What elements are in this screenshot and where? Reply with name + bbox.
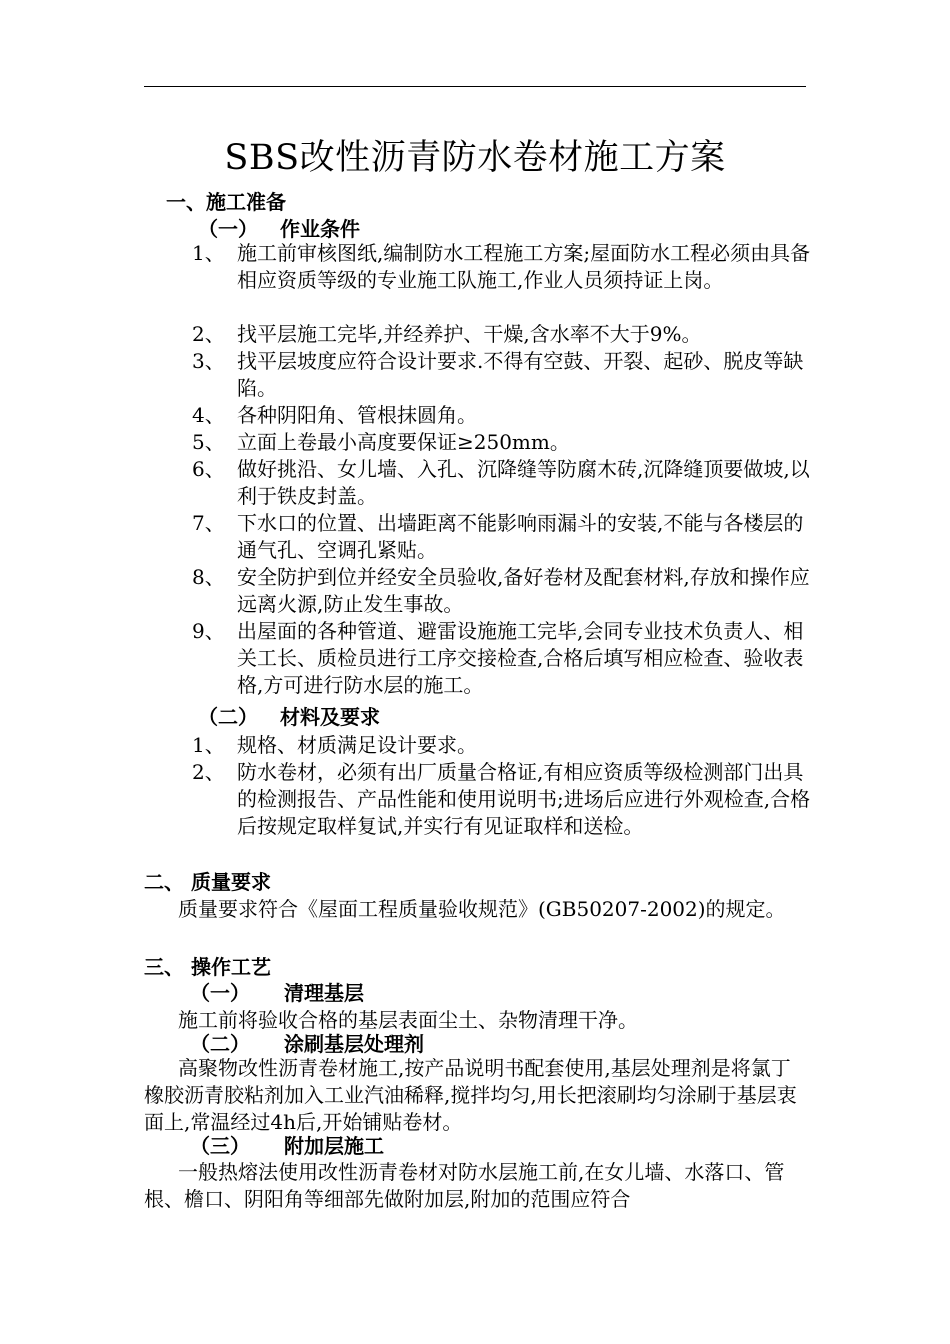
subsection-number: （二） [198,705,258,729]
list-item-number: 1、 [192,241,225,265]
section-3-2-paragraph: 高聚物改性沥青卷材施工,按产品说明书配套使用,基层处理剂是将氯丁橡胶沥青胶粘剂加入工业汽油稀释,搅拌均匀,用长把滚刷均匀涂刷于基层衷面上,常温经过4h后,开始铺贴卷材。 [144,1056,797,1134]
subsection-heading-1-2 [198,704,380,731]
list-item [192,240,817,294]
list-item-number: 7、 [192,511,225,535]
list-item-text: 各种阴阳角、管根抹圆角。 [237,403,477,427]
subsection-label: 作业条件 [280,217,360,241]
list-item-text: 安全防护到位并经安全员验收,备好卷材及配套材料,存放和操作应远离火源,防止发生事故。 [237,565,810,616]
section-heading-3: 三、 操作工艺 [144,955,271,979]
subsection-heading-1-1 [198,216,360,243]
list-item-number: 2、 [192,322,225,346]
section-3-1-paragraph: 施工前将验收合格的基层表面尘土、杂物清理干净。 [178,1008,638,1032]
subsection-heading-3-2 [190,1031,424,1058]
subsection-number: （一） [198,217,258,241]
list-item-text: 立面上卷最小高度要保证≥250mm。 [237,430,570,454]
list-item-number: 2、 [192,760,225,784]
document-title: SBS改性沥青防水卷材施工方案 [224,138,726,178]
section-heading-2: 二、 质量要求 [144,870,271,894]
list-item-text: 找平层施工完毕,并经养护、干燥,含水率不大于9%。 [237,322,702,346]
subsection-heading-3-3 [190,1133,384,1160]
list-item-number: 3、 [192,349,225,373]
list-item [192,564,817,618]
list-item [192,348,817,402]
subsection-label: 附加层施工 [284,1134,384,1158]
list-item-text: 找平层坡度应符合设计要求.不得有空鼓、开裂、起砂、脱皮等缺陷。 [237,349,804,400]
subsection-number: （二） [190,1032,250,1056]
subsection-number: （一） [190,981,250,1005]
list-item [192,618,817,699]
list-item-text: 下水口的位置、出墙距离不能影响雨漏斗的安装,不能与各楼层的通气孔、空调孔紧贴。 [237,511,804,562]
subsection-label: 材料及要求 [280,705,380,729]
subsection-number: （三） [190,1134,250,1158]
list-item-text: 做好挑沿、女儿墙、入孔、沉降缝等防腐木砖,沉降缝顶要做坡,以利于铁皮封盖。 [237,457,810,508]
list-item [192,759,817,840]
list-item [192,510,817,564]
list-item-text: 出屋面的各种管道、避雷设施施工完毕,会同专业技术负责人、相关工长、质检员进行工序交接检查,合格后填写相应检查、验收表格,方可进行防水层的施工。 [237,619,804,697]
section-heading-1: 一、施工准备 [166,190,286,214]
list-item [192,429,817,456]
section-2-paragraph: 质量要求符合《屋面工程质量验收规范》(GB50207-2002)的规定。 [178,897,786,921]
section-3-3-paragraph: 一般热熔法使用改性沥青卷材对防水层施工前,在女儿墙、水落口、管根、檐口、阴阳角等细部先做附加层,附加的范围应符合 [144,1160,785,1211]
list-item [192,321,817,348]
list-item-text: 施工前审核图纸,编制防水工程施工方案;屋面防水工程必须由具备相应资质等级的专业施工队施工,作业人员须持证上岗。 [237,241,811,292]
list-item-number: 5、 [192,430,225,454]
list-item-number: 6、 [192,457,225,481]
list-item-number: 4、 [192,403,225,427]
subsection-heading-3-1 [190,980,364,1007]
list-item-text: 防水卷材，必须有出厂质量合格证,有相应资质等级检测部门出具的检测报告、产品性能和使用说明书;进场后应进行外观检查,合格后按规定取样复试,并实行有见证取样和送检。 [237,760,811,838]
list-item [192,732,817,759]
list-item-number: 1、 [192,733,225,757]
subsection-label: 涂刷基层处理剂 [284,1032,424,1056]
list-item-text: 规格、材质满足设计要求。 [237,733,477,757]
list-item [192,456,817,510]
list-item [192,402,817,429]
list-item-number: 8、 [192,565,225,589]
subsection-label: 清理基层 [284,981,364,1005]
list-item-number: 9、 [192,619,225,643]
header-rule [144,86,806,87]
